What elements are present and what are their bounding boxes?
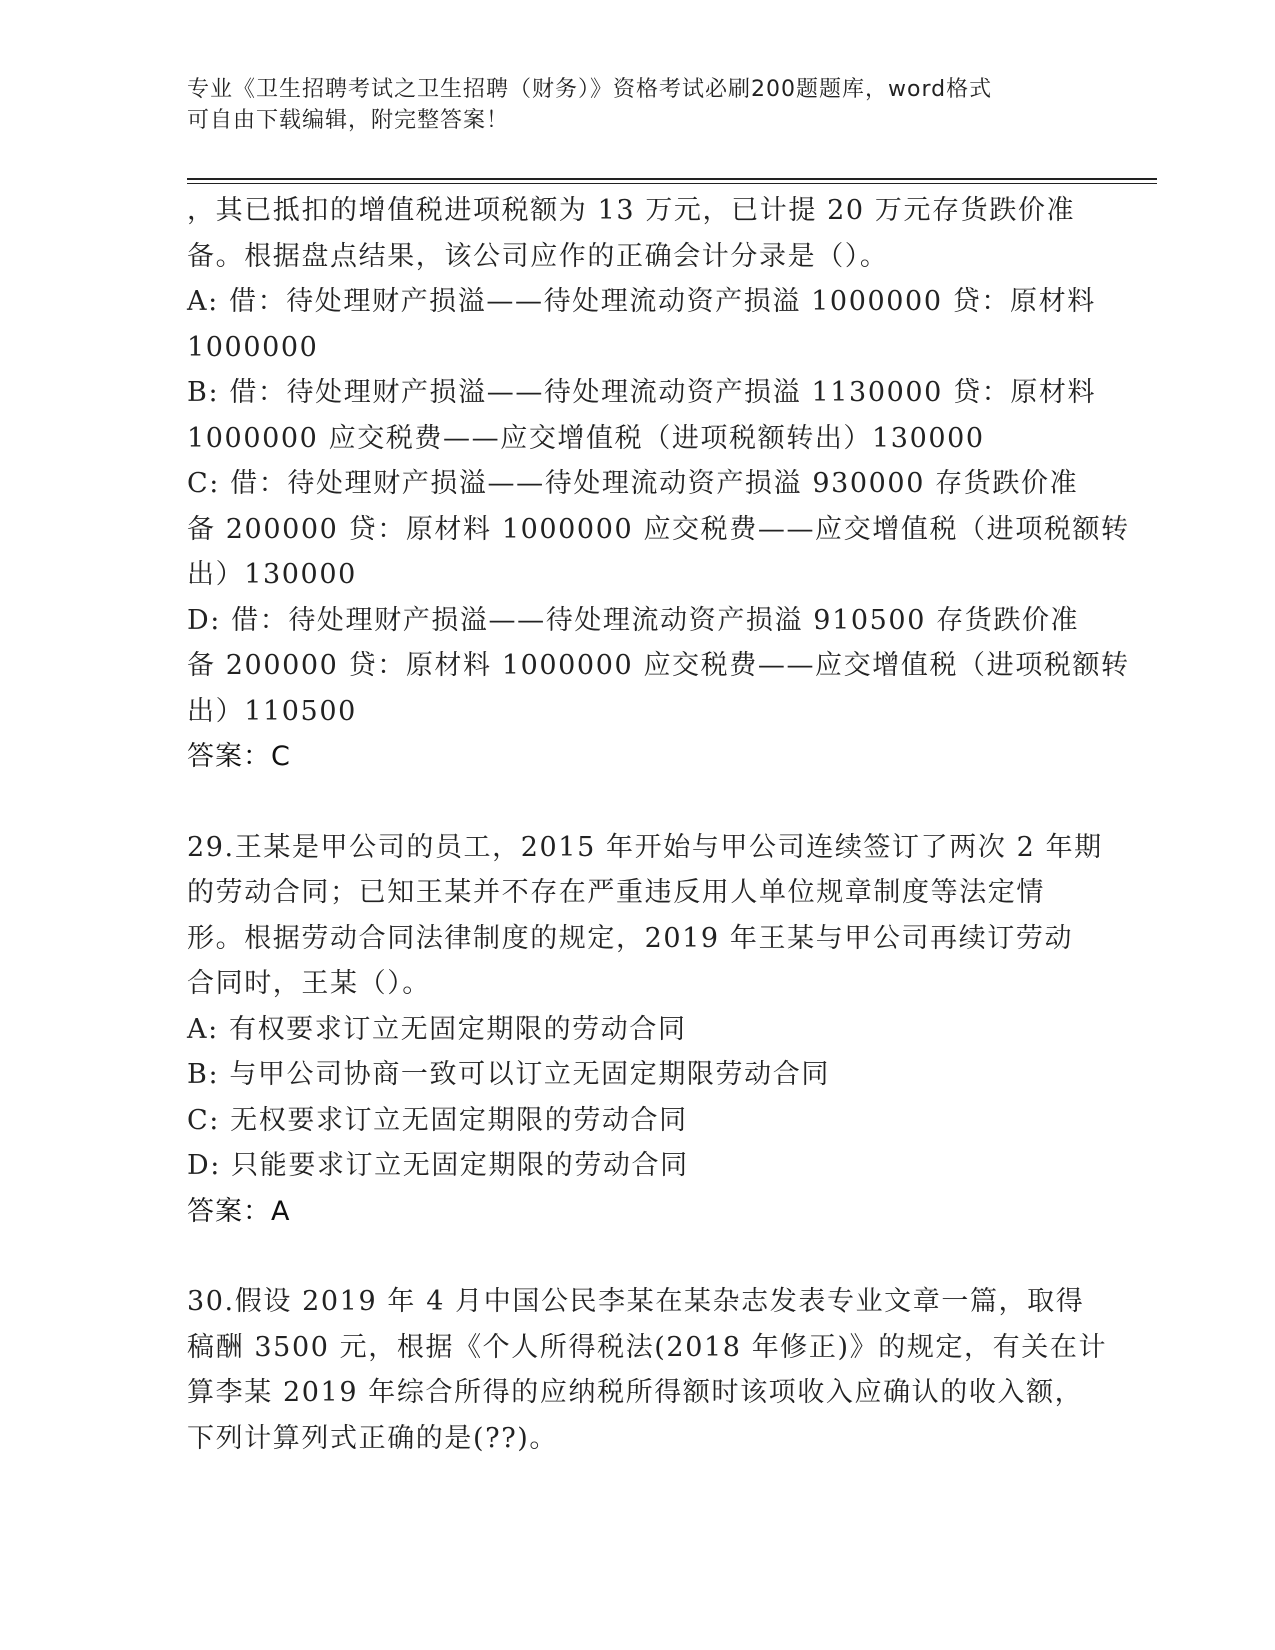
question-text: 下列计算列式正确的是(??)。 (187, 1422, 559, 1454)
question-text: 算李某 2019 年综合所得的应纳税所得额时该项收入应确认的收入额， (187, 1377, 1084, 1408)
option-b: B: 借：待处理财产损溢——待处理流动资产损溢 1130000 贷：原材料 (187, 377, 1097, 408)
option-d: D: 只能要求订立无固定期限的劳动合同 (187, 1150, 689, 1181)
document-header (187, 74, 1067, 136)
question-text: 稿酬 3500 元，根据《个人所得税法(2018 年修正)》的规定，有关在计 (187, 1331, 1108, 1363)
header-line-1: 专业《卫生招聘考试之卫生招聘（财务）》资格考试必刷200题题库，word格式 (187, 77, 993, 102)
option-c: C: 借：待处理财产损溢——待处理流动资产损溢 930000 存货跌价准 (187, 468, 1079, 499)
option-d-cont: 出）110500 (187, 695, 357, 727)
question-text: ，其已抵扣的增值税进项税额为 13 万元，已计提 20 万元存货跌价准 (187, 195, 1076, 226)
spacer (187, 780, 1087, 825)
question-29 (187, 825, 1103, 1235)
question-text: 30.假设 2019 年 4 月中国公民李某在某杂志发表专业文章一篇，取得 (187, 1286, 1085, 1317)
option-c: C: 无权要求订立无固定期限的劳动合同 (187, 1104, 688, 1136)
answer-label: 答案：A (187, 1195, 291, 1227)
option-a: A: 有权要求订立无固定期限的劳动合同 (187, 1013, 687, 1045)
header-divider-thin (187, 183, 1157, 184)
question-text: 形。根据劳动合同法律制度的规定，2019 年王某与甲公司再续订劳动 (187, 922, 1074, 954)
spacer (187, 1234, 1087, 1279)
question-text: 29.王某是甲公司的员工，2015 年开始与甲公司连续签订了两次 2 年期 (187, 831, 1103, 863)
question-text: 备。根据盘点结果，该公司应作的正确会计分录是（）。 (187, 240, 889, 272)
option-b: B: 与甲公司协商一致可以订立无固定期限劳动合同 (187, 1059, 830, 1090)
option-d: D: 借：待处理财产损溢——待处理流动资产损溢 910500 存货跌价准 (187, 604, 1080, 636)
option-c-cont: 出）130000 (187, 559, 357, 590)
option-d-cont: 备 200000 贷：原材料 1000000 应交税费——应交增值税（进项税额转 (187, 650, 1130, 681)
answer-label: 答案：C (187, 741, 291, 772)
question-30 (187, 1279, 1108, 1461)
option-b-cont: 1000000 应交税费——应交增值税（进项税额转出）130000 (187, 422, 985, 454)
header-line-2: 可自由下载编辑，附完整答案！ (187, 108, 510, 133)
document-body (187, 188, 1130, 1461)
question-text: 的劳动合同；已知王某并不存在严重违反用人单位规章制度等法定情 (187, 877, 1045, 908)
option-a: A: 借：待处理财产损溢——待处理流动资产损溢 1000000 贷：原材料 (187, 286, 1096, 317)
question-text: 合同时，王某（）。 (187, 968, 431, 999)
question-28 (187, 188, 1130, 780)
header-divider (187, 178, 1157, 180)
option-c-cont: 备 200000 贷：原材料 1000000 应交税费——应交增值税（进项税额转 (187, 513, 1130, 545)
option-a-cont: 1000000 (187, 331, 319, 363)
